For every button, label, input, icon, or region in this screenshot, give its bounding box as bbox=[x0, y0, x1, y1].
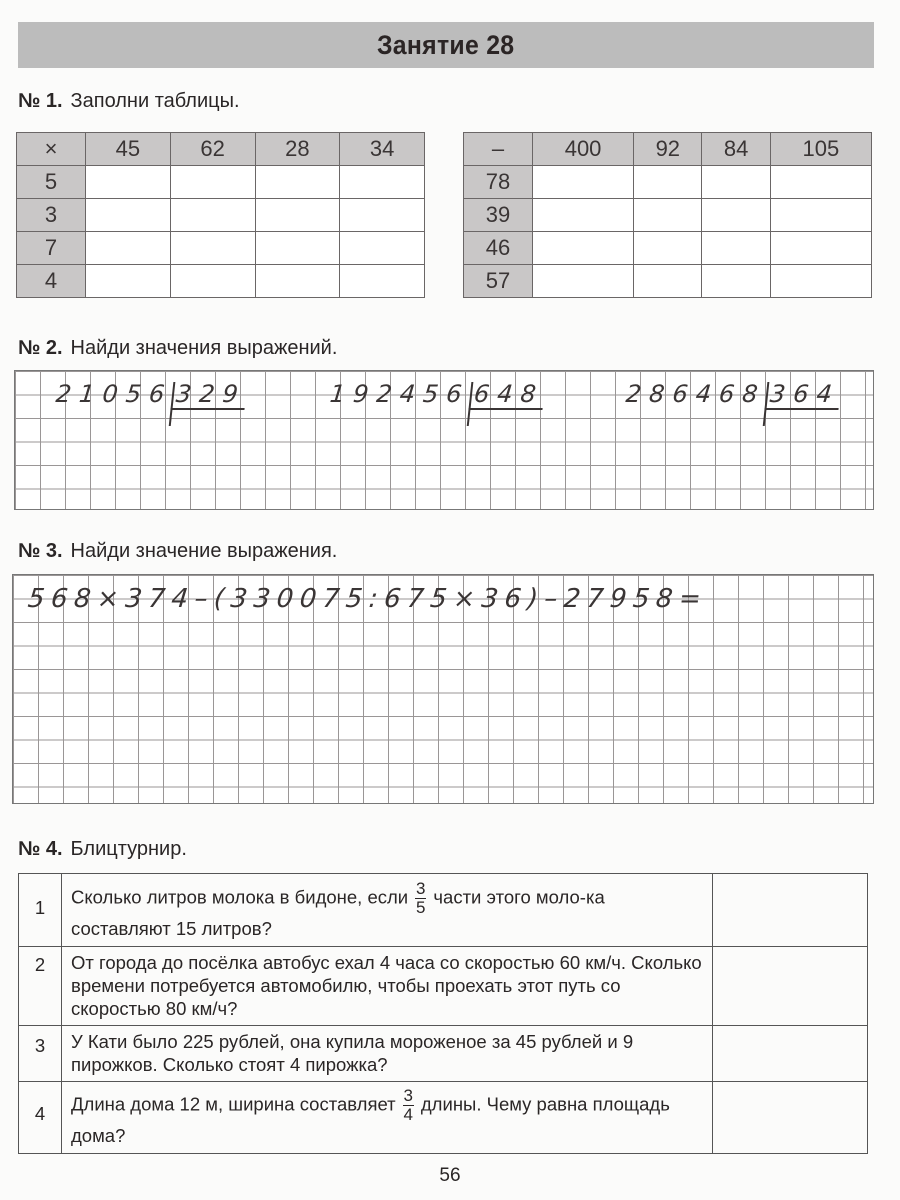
table-row bbox=[464, 199, 872, 232]
table-row bbox=[464, 166, 872, 199]
answer-cell[interactable] bbox=[170, 265, 255, 298]
answer-cell[interactable] bbox=[634, 265, 702, 298]
table-row bbox=[17, 265, 425, 298]
question-number: 1 bbox=[19, 874, 62, 947]
expression: 568×374–(330075:675×36)–27958= bbox=[26, 584, 709, 614]
lesson-title: Занятие 28 bbox=[377, 29, 515, 60]
task-text: Заполни таблицы. bbox=[70, 90, 240, 112]
column-header: 34 bbox=[340, 133, 425, 166]
row-header: 78 bbox=[464, 166, 533, 199]
table-header-row bbox=[17, 133, 425, 166]
row-header: 57 bbox=[464, 265, 533, 298]
answer-cell[interactable] bbox=[770, 232, 871, 265]
question-text-part: длины. Чему равна площадь дома? bbox=[71, 1093, 670, 1146]
answer-cell[interactable] bbox=[713, 1026, 868, 1082]
answer-cell[interactable] bbox=[634, 232, 702, 265]
question-row bbox=[19, 1082, 868, 1154]
question-number: 3 bbox=[19, 1026, 62, 1082]
answer-cell[interactable] bbox=[340, 199, 425, 232]
answer-cell[interactable] bbox=[170, 232, 255, 265]
answer-cell[interactable] bbox=[533, 166, 634, 199]
answer-cell[interactable] bbox=[170, 166, 255, 199]
answer-cell[interactable] bbox=[340, 166, 425, 199]
answer-cell[interactable] bbox=[255, 265, 340, 298]
divisor: 648 bbox=[468, 380, 545, 410]
task2-heading bbox=[18, 337, 337, 360]
answer-cell[interactable] bbox=[634, 199, 702, 232]
column-header: 400 bbox=[533, 133, 634, 166]
dividend: 21056 bbox=[54, 380, 174, 408]
table-row bbox=[17, 166, 425, 199]
answer-cell[interactable] bbox=[713, 874, 868, 947]
column-header: 92 bbox=[634, 133, 702, 166]
answer-cell[interactable] bbox=[713, 947, 868, 1026]
answer-cell[interactable] bbox=[170, 199, 255, 232]
answer-cell[interactable] bbox=[702, 166, 770, 199]
question-number: 2 bbox=[19, 947, 62, 1026]
question-text: От города до посёлка автобус ехал 4 часа со скоростью 60 км/ч. Сколько времени потребуется автомобилю, чтобы проехать этот путь со скоростью 80 км/ч? bbox=[62, 947, 713, 1026]
column-header: 62 bbox=[170, 133, 255, 166]
row-header: 46 bbox=[464, 232, 533, 265]
subtraction-table bbox=[463, 132, 872, 298]
dividend: 192456 bbox=[328, 380, 472, 408]
lesson-banner bbox=[18, 22, 874, 68]
answer-cell[interactable] bbox=[770, 265, 871, 298]
question-text-part: Сколько литров молока в бидоне, если bbox=[71, 885, 409, 907]
fraction-denominator: 5 bbox=[416, 897, 426, 917]
column-header: 45 bbox=[86, 133, 171, 166]
task-text: Блицтурнир. bbox=[70, 838, 187, 860]
row-header: 3 bbox=[17, 199, 86, 232]
question-text: У Кати было 225 рублей, она купила мороженое за 45 рублей и 9 пирожков. Сколько стоят 4 пирожка? bbox=[62, 1026, 713, 1082]
question-text-part: части этого моло-ка составляют 15 литров? bbox=[71, 885, 605, 939]
question-row bbox=[19, 874, 868, 947]
blitz-table bbox=[18, 873, 868, 1154]
answer-cell[interactable] bbox=[86, 199, 171, 232]
multiplication-table bbox=[16, 132, 425, 298]
answer-cell[interactable] bbox=[86, 166, 171, 199]
division-problem bbox=[56, 380, 246, 410]
task-text: Найди значение выражения. bbox=[70, 540, 338, 562]
row-header: 7 bbox=[17, 232, 86, 265]
answer-cell[interactable] bbox=[702, 199, 770, 232]
answer-cell[interactable] bbox=[86, 232, 171, 265]
task1-heading bbox=[18, 90, 240, 113]
answer-cell[interactable] bbox=[86, 265, 171, 298]
question-row bbox=[19, 1026, 868, 1082]
fraction bbox=[403, 1087, 414, 1124]
question-text-part: Длина дома 12 м, ширина составляет bbox=[71, 1093, 396, 1115]
answer-cell[interactable] bbox=[770, 199, 871, 232]
fraction-denominator: 4 bbox=[403, 1105, 413, 1124]
fraction bbox=[415, 880, 426, 917]
table-row bbox=[17, 199, 425, 232]
divisor: 329 bbox=[171, 380, 248, 410]
answer-cell[interactable] bbox=[770, 166, 871, 199]
answer-cell[interactable] bbox=[255, 199, 340, 232]
page-number: 56 bbox=[439, 1165, 461, 1186]
fraction-numerator: 3 bbox=[416, 878, 426, 898]
answer-cell[interactable] bbox=[702, 232, 770, 265]
task4-heading bbox=[18, 838, 187, 861]
task-number: № 3. bbox=[18, 540, 63, 562]
division-problem bbox=[328, 380, 546, 410]
operator-cell: – bbox=[464, 133, 533, 166]
answer-cell[interactable] bbox=[340, 265, 425, 298]
task-number: № 4. bbox=[18, 838, 63, 860]
answer-cell[interactable] bbox=[533, 232, 634, 265]
answer-cell[interactable] bbox=[634, 166, 702, 199]
table-row bbox=[17, 232, 425, 265]
dividend: 286468 bbox=[624, 380, 768, 408]
operator-cell: × bbox=[17, 133, 86, 166]
column-header: 28 bbox=[255, 133, 340, 166]
answer-cell[interactable] bbox=[713, 1082, 868, 1154]
column-header: 84 bbox=[702, 133, 770, 166]
fraction-numerator: 3 bbox=[403, 1086, 413, 1105]
answer-cell[interactable] bbox=[533, 265, 634, 298]
question-text bbox=[62, 1082, 713, 1154]
task-text: Найди значения выражений. bbox=[70, 337, 338, 359]
table-row bbox=[464, 265, 872, 298]
answer-cell[interactable] bbox=[702, 265, 770, 298]
task3-heading bbox=[18, 540, 337, 563]
table-row bbox=[464, 232, 872, 265]
task-number: № 2. bbox=[18, 337, 63, 359]
answer-cell[interactable] bbox=[533, 199, 634, 232]
row-header: 4 bbox=[17, 265, 86, 298]
question-text bbox=[62, 874, 713, 947]
question-row bbox=[19, 947, 868, 1026]
answer-cell[interactable] bbox=[255, 232, 340, 265]
divisor: 364 bbox=[764, 380, 841, 410]
task-number: № 1. bbox=[18, 90, 63, 112]
answer-cell[interactable] bbox=[340, 232, 425, 265]
division-problem bbox=[624, 380, 842, 410]
table-header-row bbox=[464, 133, 872, 166]
question-number: 4 bbox=[19, 1082, 62, 1154]
column-header: 105 bbox=[770, 133, 871, 166]
row-header: 5 bbox=[17, 166, 86, 199]
row-header: 39 bbox=[464, 199, 533, 232]
answer-cell[interactable] bbox=[255, 166, 340, 199]
